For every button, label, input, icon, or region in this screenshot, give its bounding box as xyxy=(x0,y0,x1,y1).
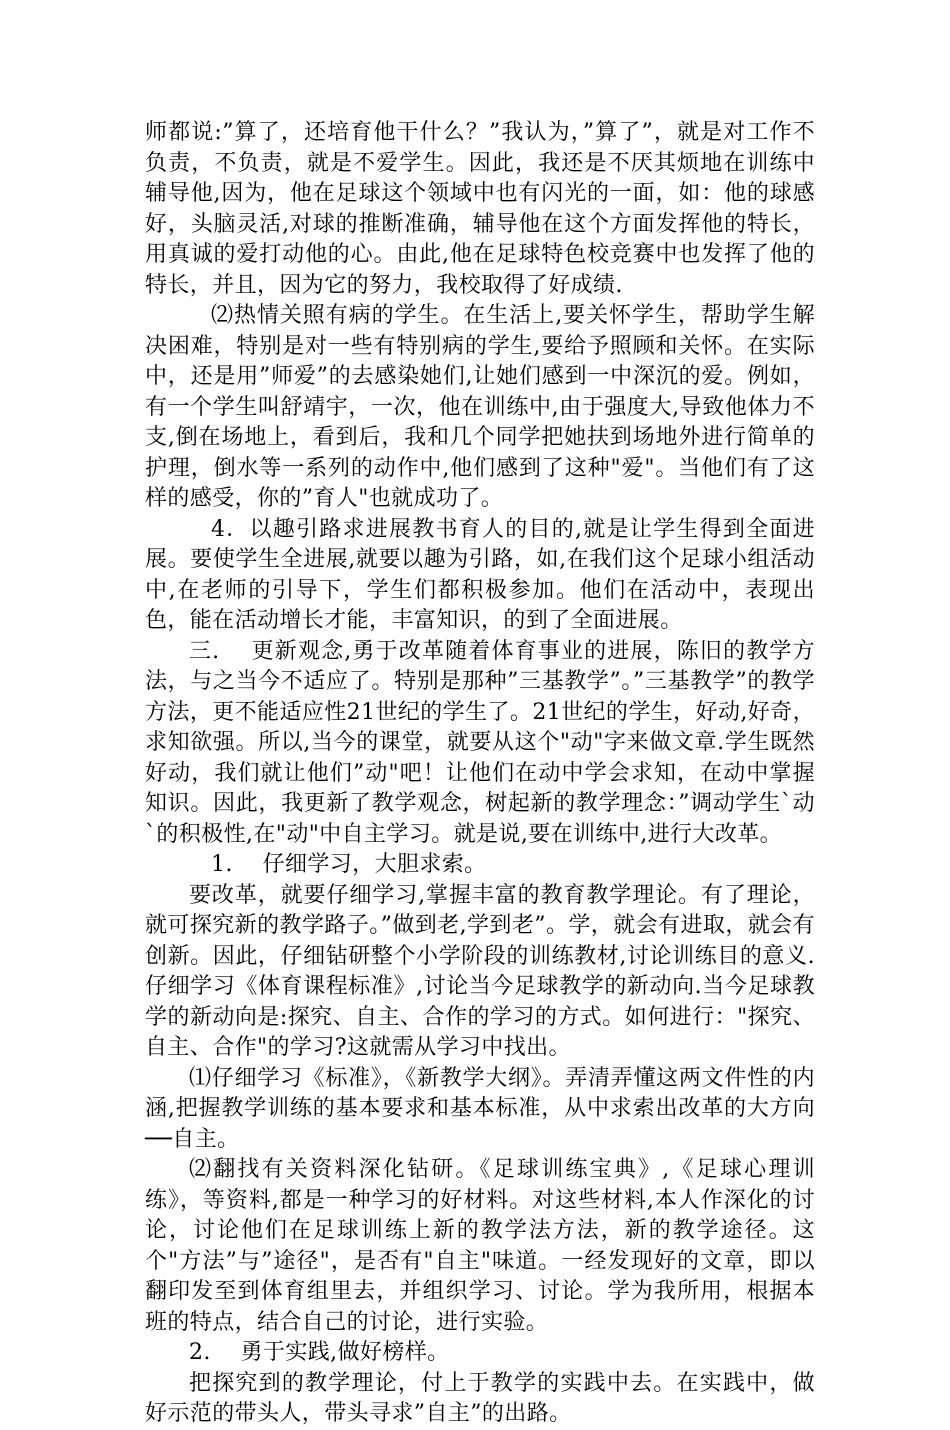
paragraph-1: 师都说:”算了，还培育他干什么？”我认为，”算了”，就是对工作不负责，不负责，就是不爱学生。因此，我还是不厌其烦地在训练中辅导他,因为，他在足球这个领域中也有闪光的一面，如：他的球感好，头脑灵活,对球的推断准确，辅导他在这个方面发挥他的特长，用真诚的爱打动他的心。由此,他在足球特色校竞赛中也发挥了他的特长，并且，因为它的努力，我校取得了好成绩. xyxy=(145,120,815,298)
paragraph-8: ⑵翻找有关资料深化钻研。《足球训练宝典》,《足球心理训练》，等资料,都是一种学习的好材料。对这些材料,本人作深化的讨论，讨论他们在足球训练上新的教学法方法，新的教学途径。这个"方法”与”途径"，是否有"自主"味道。一经发现好的文章，即以翻印发至到体育组里去，并组织学习、讨论。学为我所用，根据本班的特点，结合自己的讨论，进行实验。 xyxy=(145,1157,815,1335)
document-page xyxy=(145,118,815,1430)
paragraph-7: ⑴仔细学习《标准》，《新教学大纲》。弄清弄懂这两文件性的内涵,把握教学训练的基本要求和基本标准，从中求索出改革的大方向──自主。 xyxy=(145,1065,815,1152)
paragraph-10: 把探究到的教学理论，付上于教学的实践中去。在实践中，做好示范的带头人，带头寻求”自主”的出路。 xyxy=(145,1370,815,1426)
paragraph-5-heading: 1. 仔细学习，大胆求索。 xyxy=(211,852,487,877)
paragraph-2: ⑵热情关照有病的学生。在生活上,要关怀学生，帮助学生解决困难，特别是对一些有特别病的学生,要给予照顾和关怀。在实际中，还是用”师爱”的去感染她们,让她们感到一中深沉的爱。例如，有一个学生叫舒靖宇，一次，他在训练中,由于强度大,导致他体力不支,倒在场地上，看到后，我和几个同学把她扶到场地外进行简单的护理，倒水等一系列的动作中,他们感到了这种"爱"。当他们有了这样的感受，你的”育人"也就成功了。 xyxy=(145,303,815,511)
paragraph-3: 4．以趣引路求进展教书育人的目的,就是让学生得到全面进展。要使学生全进展,就要以趣为引路，如,在我们这个足球小组活动中,在老师的引导下，学生们都积极参加。他们在活动中，表现出色，能在活动增长才能，丰富知识，的到了全面进展。 xyxy=(145,516,815,633)
paragraph-6: 要改革，就要仔细学习,掌握丰富的教育教学理论。有了理论，就可探究新的教学路子。”做到老,学到老”。学，就会有进取，就会有创新。因此，仔细钻研整个小学阶段的训练教材,讨论训练目的意义.仔细学习《体育课程标准》,讨论当今足球教学的新动向.当今足球教学的新动向是:探究、自主、合作的学习的方式。如何进行："探究、自主、合作"的学习?这就需从学习中找出。 xyxy=(145,882,815,1060)
paragraph-9-heading: 2. 勇于实践,做好榜样。 xyxy=(189,1340,450,1365)
paragraph-4: 三. 更新观念,勇于改革随着体育事业的进展，陈旧的教学方法，与之当今不适应了。特别是那种”三基教学”。”三基教学”的教学方法，更不能适应性21世纪的学生了。21世纪的学生，好动,好奇，求知欲强。所以,当今的课堂，就要从这个"动"字来做文章.学生既然好动，我们就让他们”动"吧！让他们在动中学会求知，在动中掌握知识。因此，我更新了教学观念，树起新的教学理念：”调动学生`动`的积极性,在"动"中自主学习。就是说,要在训练中,进行大改革。 xyxy=(145,638,815,847)
